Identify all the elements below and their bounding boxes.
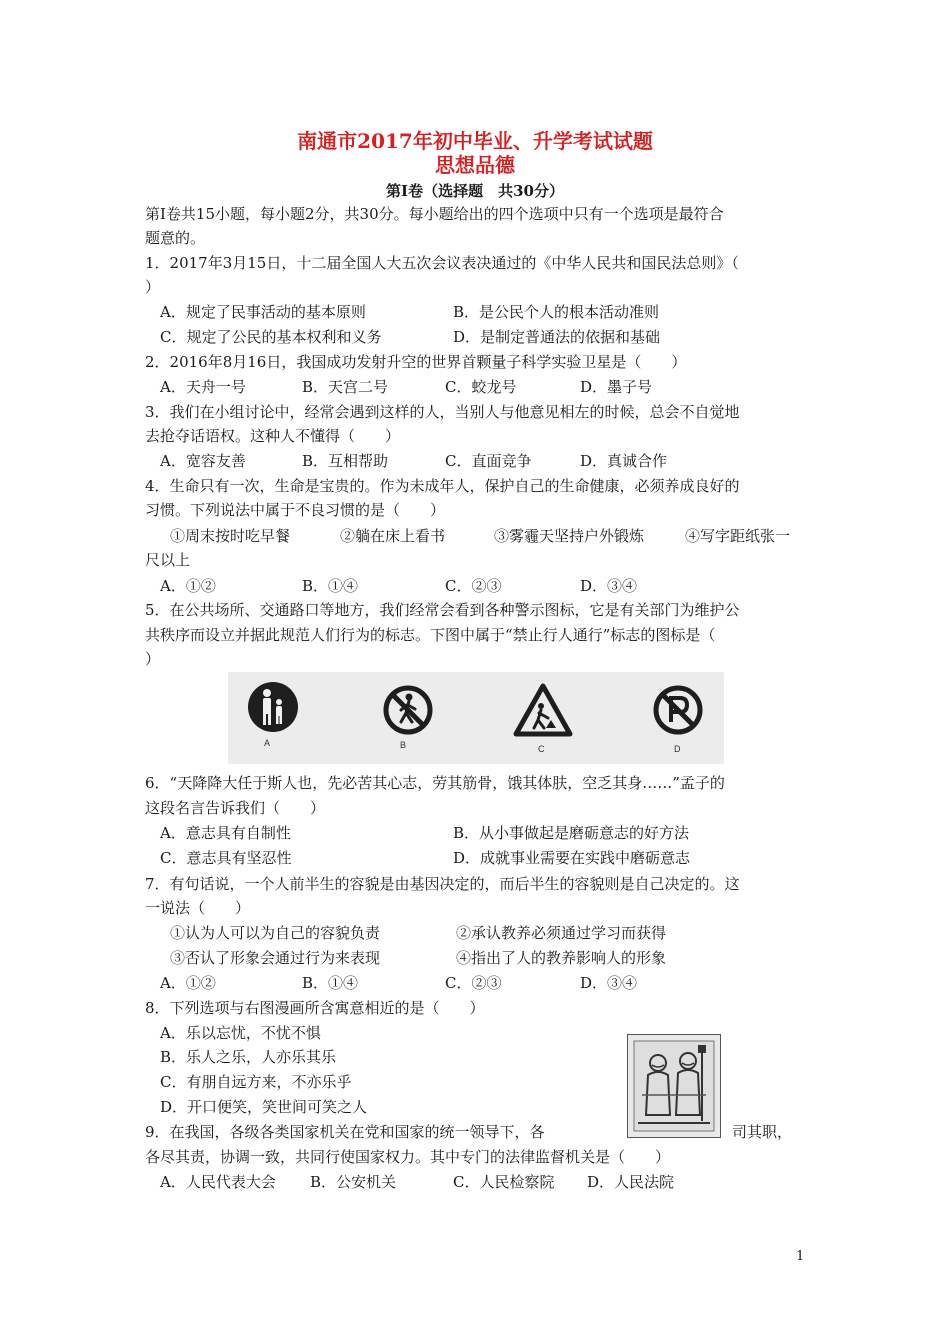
q2-option-b: B．天宫二号 (302, 378, 389, 396)
sign-label-d: D (674, 744, 681, 754)
q6-option-c: C．意志具有坚忍性 (160, 849, 292, 867)
q9-stem-line-2: 各尽其责，协调一致，共同行使国家权力。其中专门的法律监督机关是（ ） (145, 1148, 671, 1166)
q9-option-c: C．人民检察院 (453, 1173, 555, 1191)
intro-line-2: 题意的。 (145, 229, 206, 247)
q2-stem: 2．2016年8月16日，我国成功发射升空的世界首颗量子科学实验卫星是（ ） (145, 353, 687, 371)
q7-option-c: C．②③ (445, 974, 502, 992)
q9-option-d: D．人民法院 (587, 1173, 675, 1191)
q7-option-d: D．③④ (580, 974, 638, 992)
q1-stem-line-2: ） (145, 278, 161, 296)
q8-option-a: A．乐以忘忧，不忧不惧 (160, 1024, 321, 1042)
sign-label-a: A (264, 738, 271, 748)
page-number: 1 (796, 1249, 805, 1264)
pedestrian-sign-icon (246, 680, 300, 734)
q6-option-b: B．从小事做起是磨砺意志的好方法 (453, 824, 690, 842)
q4-option-b: B．①④ (302, 577, 359, 595)
q6-stem-line-1: 6．“天降降大任于斯人也，先必苦其心志，劳其筋骨，饿其体肤，空乏其身……”孟子的 (145, 774, 725, 792)
sign-label-b: B (400, 740, 407, 750)
q7-option-b: B．①④ (302, 974, 359, 992)
q3-stem-line-2: 去抢夺话语权。这种人不懂得（ ） (145, 427, 401, 445)
q3-option-c: C．直面竞争 (445, 452, 532, 470)
q8-option-b: B．乐人之乐，人亦乐其乐 (160, 1048, 337, 1066)
q6-option-a: A．意志具有自制性 (160, 824, 291, 842)
q5-stem-line-3: ） (145, 650, 161, 668)
q7-item-4: ④指出了人的教养影响人的形象 (456, 949, 667, 967)
q4-item-1: ①周末按时吃早餐 (170, 527, 291, 545)
q2-option-c: C．蛟龙号 (445, 378, 517, 396)
q9-option-b: B．公安机关 (310, 1173, 397, 1191)
no-pedestrians-sign-icon (382, 684, 434, 736)
q3-option-a: A．宽容友善 (160, 452, 246, 470)
q1-option-b: B．是公民个人的根本活动准则 (453, 303, 660, 321)
q7-option-a: A．①② (160, 974, 216, 992)
q7-stem-line-2: 一说法（ ） (145, 899, 251, 917)
q4-item-2: ②躺在床上看书 (340, 527, 446, 545)
q9-stem-line-1a: 9．在我国，各级各类国家机关在党和国家的统一领导下，各 (145, 1123, 545, 1141)
q4-stem-line-2: 习惯。下列说法中属于不良习惯的是（ ） (145, 501, 446, 519)
cartoon-figure (627, 1034, 721, 1138)
q7-item-1: ①认为人可以为自己的容貌负责 (170, 924, 381, 942)
q5-stem-line-2: 共秩序而设立并据此规范人们行为的标志。下图中属于“禁止行人通行”标志的图标是（ (145, 626, 716, 644)
q9-stem-line-1b: 司其职， (732, 1123, 793, 1141)
q5-stem-line-1: 5．在公共场所、交通路口等地方，我们经常会看到各种警示图标，它是有关部门为维护公 (145, 601, 740, 619)
q6-stem-line-2: 这段名言告诉我们（ ） (145, 799, 326, 817)
q8-option-d: D．开口便笑，笑世间可笑之人 (160, 1098, 368, 1116)
q1-option-c: C．规定了公民的基本权利和义务 (160, 328, 382, 346)
q2-option-a: A．天舟一号 (160, 378, 246, 396)
intro-line-1: 第Ⅰ卷共15小题，每小题2分，共30分。每小题给出的四个选项中只有一个选项是最符合 (145, 205, 724, 223)
q3-option-b: B．互相帮助 (302, 452, 389, 470)
exam-title: 南通市2017年初中毕业、升学考试试题 (297, 129, 653, 153)
q8-stem: 8．下列选项与右图漫画所含寓意相近的是（ ） (145, 999, 485, 1017)
sign-label-c: C (538, 744, 545, 754)
warning-signs-figure (228, 672, 724, 764)
cartoon-people-icon (628, 1035, 720, 1137)
q4-item-3: ③雾霾天坚持户外锻炼 (494, 527, 645, 545)
q4-option-c: C．②③ (445, 577, 502, 595)
q3-stem-line-1: 3．我们在小组讨论中，经常会遇到这样的人，当别人与他意见相左的时候，总会不自觉地 (145, 403, 740, 421)
q9-option-a: A．人民代表大会 (160, 1173, 276, 1191)
q4-option-d: D．③④ (580, 577, 638, 595)
section-heading: 第Ⅰ卷（选择题 共30分） (386, 182, 564, 200)
q1-stem-line-1: 1．2017年3月15日，十二届全国人大五次会议表决通过的《中华人民共和国民法总则》（ (145, 254, 739, 272)
q6-option-d: D．成就事业需要在实践中磨砺意志 (453, 849, 691, 867)
q4-option-a: A．①② (160, 577, 216, 595)
q7-stem-line-1: 7．有句话说，一个人前半生的容貌是由基因决定的，而后半生的容貌则是自己决定的。这 (145, 875, 740, 893)
q3-option-d: D．真诚合作 (580, 452, 668, 470)
q2-option-d: D．墨子号 (580, 378, 653, 396)
q7-item-2: ②承认教养必须通过学习而获得 (456, 924, 667, 942)
q4-item-4: ④写字距纸张一 (685, 527, 791, 545)
no-parking-sign-icon (652, 684, 704, 736)
q7-item-3: ③否认了形象会通过行为来表现 (170, 949, 381, 967)
q4-stem-line-1: 4．生命只有一次，生命是宝贵的。作为未成年人，保护自己的生命健康，必须养成良好的 (145, 477, 740, 495)
q1-option-d: D．是制定普通法的依据和基础 (453, 328, 661, 346)
road-works-sign-icon (512, 682, 574, 738)
q8-option-c: C．有朋自远方来，不亦乐乎 (160, 1073, 352, 1091)
exam-subject: 思想品德 (435, 153, 515, 177)
q1-option-a: A．规定了民事活动的基本原则 (160, 303, 366, 321)
q4-item-4-cont: 尺以上 (145, 551, 191, 569)
